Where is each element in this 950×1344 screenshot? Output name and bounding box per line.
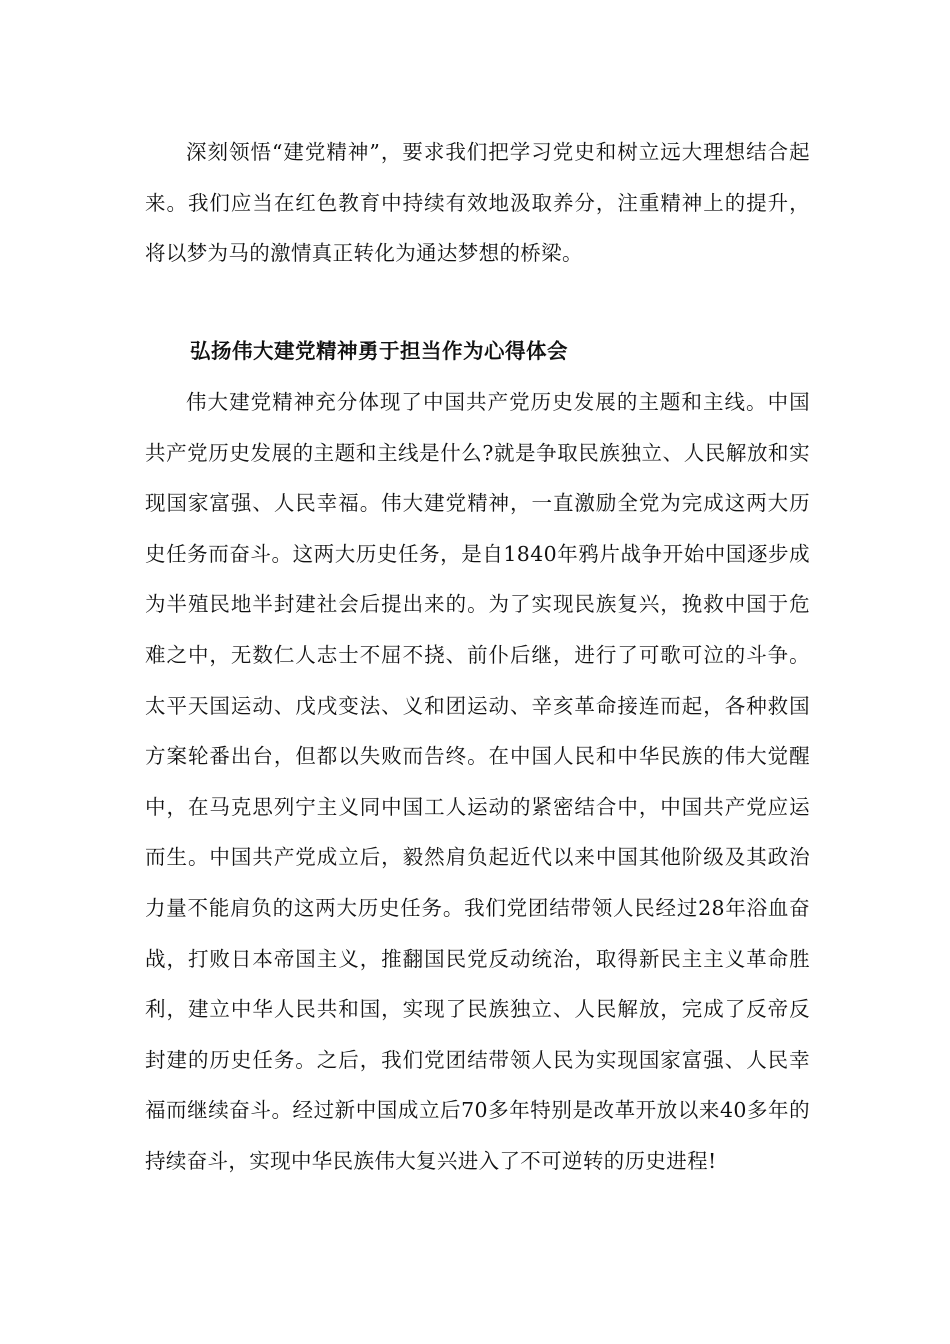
paragraph-intro	[145, 127, 810, 279]
paragraph-body	[145, 377, 810, 1187]
paragraph-intro-text: 深刻领悟“建党精神”，要求我们把学习党史和树立远大理想结合起来。我们应当在红色教育中持续有效地汲取养分，注重精神上的提升，将以梦为马的激情真正转化为通达梦想的桥梁。	[145, 140, 810, 266]
paragraph-body-text: 伟大建党精神充分体现了中国共产党历史发展的主题和主线。中国共产党历史发展的主题和主线是什么?就是争取民族独立、人民解放和实现国家富强、人民幸福。伟大建党精神，一直激励全党为完成这两大历史任务而奋斗。这两大历史任务，是自1840年鸦片战争开始中国逐步成为半殖民地半封建社会后提出来的。为了实现民族复兴，挽救中国于危难之中，无数仁人志士不屈不挠、前仆后继，进行了可歌可泣的斗争。太平天国运动、戊戌变法、义和团运动、辛亥革命接连而起，各种救国方案轮番出台，但都以失败而告终。在中国人民和中华民族的伟大觉醒中，在马克思列宁主义同中国工人运动的紧密结合中，中国共产党应运而生。中国共产党成立后，毅然肩负起近代以来中国其他阶级及其政治力量不能肩负的这两大历史任务。我们党团结带领人民经过28年浴血奋战，打败日本帝国主义，推翻国民党反动统治，取得新民主主义革命胜利，建立中华人民共和国，实现了民族独立、人民解放，完成了反帝反封建的历史任务。之后，我们党团结带领人民为实现国家富强、人民幸福而继续奋斗。经过新中国成立后70多年特别是改革开放以来40多年的持续奋斗，实现中华民族伟大复兴进入了不可逆转的历史进程!	[145, 390, 810, 1173]
section-heading: 弘扬伟大建党精神勇于担当作为心得体会	[190, 339, 568, 363]
